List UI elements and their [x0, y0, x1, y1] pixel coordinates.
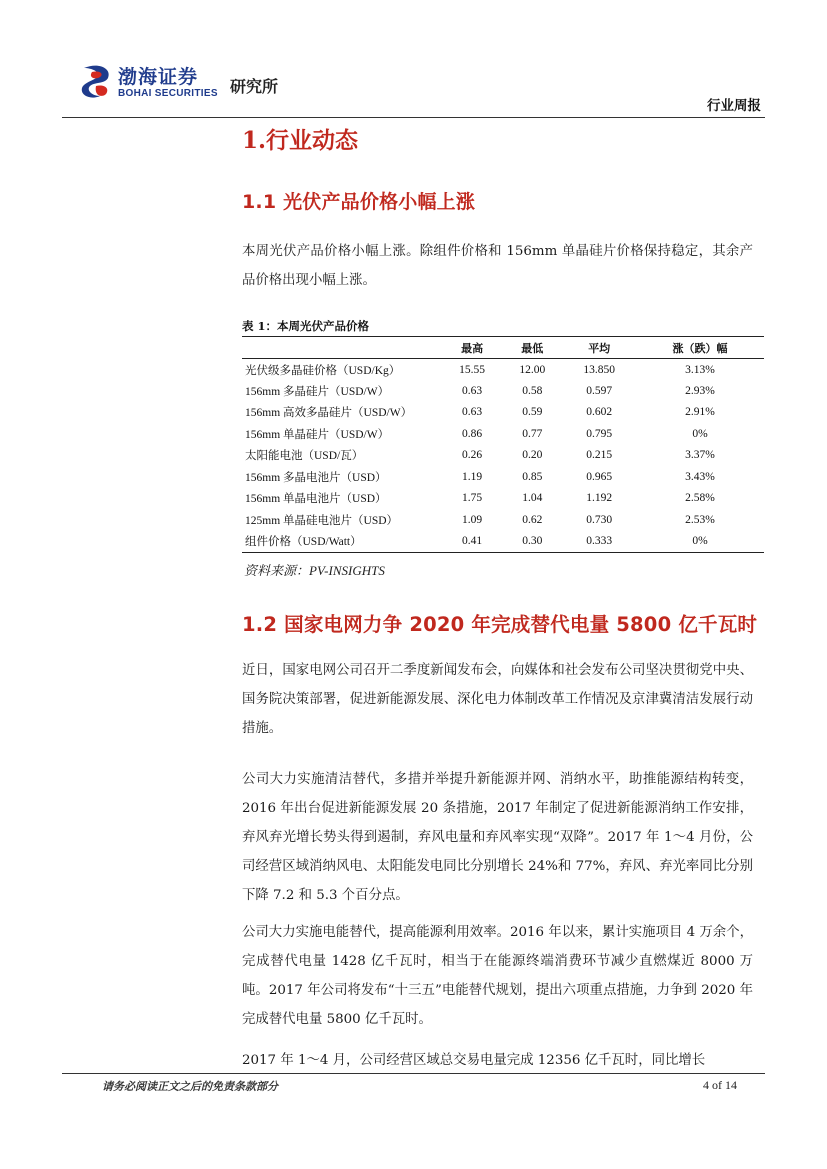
table-cell: 0.63	[462, 384, 483, 397]
table-cell: 0.30	[522, 535, 543, 547]
paragraph-price-summary: 本周光伏产品价格小幅上涨。除组件价格和 156mm 单晶硅片价格保持稳定，其余产品价格出现小幅上涨。	[242, 244, 753, 288]
paragraph-electric-replacement: 公司大力实施电能替代，提高能源利用效率。2016 年以来，累计实施项目 4 万余个，完成替代电量 1428 亿千瓦时，相当于在能源终端消费环节减少直燃煤近 8000 万吨。2017 年公司将发布“十三五”电能替代规划，提出六项重点措施，力争到 2020 年完成替代电量 5800 亿千瓦时。	[242, 925, 753, 1027]
page-number: 4 of 14	[703, 1078, 737, 1092]
table-cell: 2.93%	[685, 384, 715, 397]
paragraph-clean-replacement: 公司大力实施清洁替代，多措并举提升新能源并网、消纳水平，助推能源结构转变，2016 年出台促进新能源发展 20 条措施，2017 年制定了促进新能源消纳工作安排，弃风弃光增长势头得到遏制，弃风电量和弃风率实现“双降”。2017 年 1～4 月份，公司经营区域消纳风电、太阳能发电同比分别增长 24%和 77%，弃风、弃光率同比分别下降 7.2 和 5.3 个百分点。	[242, 772, 753, 903]
table-cell: 0.965	[586, 470, 613, 483]
table-cell: 15.55	[459, 363, 486, 376]
table-header-row	[242, 337, 764, 359]
section-heading-1-1: 1.1 光伏产品价格小幅上涨	[242, 191, 476, 213]
table-cell: 2.53%	[685, 513, 715, 526]
table-row	[242, 466, 764, 488]
table-cell: 0.85	[522, 470, 543, 483]
table-cell: 1.19	[462, 470, 483, 483]
table-cell: 12.00	[519, 363, 546, 376]
table-cell: 13.850	[583, 363, 615, 376]
table-cell: 3.43%	[685, 470, 715, 483]
table-cell: 1.192	[586, 492, 613, 505]
table-cell: 组件价格（USD/Watt）	[245, 536, 362, 548]
table-row	[242, 359, 764, 381]
table-cell: 0%	[692, 427, 708, 440]
table-cell: 光伏级多晶硅价格（USD/Kg）	[245, 364, 401, 377]
table-source: 资料来源：PV-INSIGHTS	[244, 563, 385, 578]
table-cell: 3.13%	[685, 363, 715, 376]
table-cell: 0.86	[462, 427, 483, 440]
section-heading-1: 1.行业动态	[242, 127, 359, 154]
table-row	[242, 380, 764, 402]
institute-label: 研究所	[230, 77, 279, 96]
table-cell: 0.58	[522, 384, 543, 397]
table-cell: 0.215	[586, 449, 613, 462]
table-cell: 太阳能电池（USD/瓦）	[245, 450, 364, 463]
table-cell: 0.62	[522, 513, 543, 526]
table-cell: 1.04	[522, 492, 543, 505]
price-table	[242, 336, 764, 553]
table-cell: 0.20	[522, 449, 543, 462]
table-header-cell: 平均	[588, 341, 611, 355]
bohai-logo-icon	[78, 62, 114, 102]
table-row	[242, 488, 764, 510]
paragraph-trading-volume: 2017 年 1～4 月，公司经营区域总交易电量完成 12356 亿千瓦时，同比增长	[242, 1053, 706, 1068]
table-cell: 0.77	[522, 427, 543, 440]
disclaimer-note: 请务必阅读正文之后的免责条款部分	[102, 1080, 278, 1093]
footer-divider	[62, 1073, 765, 1074]
header-divider	[62, 117, 765, 118]
table-cell: 0.41	[462, 535, 483, 547]
table-cell: 156mm 单晶硅片（USD/W）	[245, 428, 390, 441]
table-cell: 0.602	[586, 406, 613, 419]
table-cell: 0.59	[522, 406, 543, 419]
logo-chinese-name: 渤海证券	[118, 66, 199, 88]
table-row	[242, 423, 764, 445]
table-cell: 0.730	[586, 513, 613, 526]
table-cell: 156mm 单晶电池片（USD）	[245, 493, 387, 506]
table-cell: 0.597	[586, 384, 613, 397]
table-header-cell: 最低	[521, 341, 544, 355]
section-heading-1-2: 1.2 国家电网力争 2020 年完成替代电量 5800 亿千瓦时	[242, 613, 758, 636]
table-row	[242, 445, 764, 467]
table-cell: 1.75	[462, 492, 483, 505]
table-header-cell: 涨（跌）幅	[672, 341, 728, 355]
table-cell: 0.795	[586, 427, 613, 440]
table-cell: 3.37%	[685, 449, 715, 462]
table-cell: 2.58%	[685, 492, 715, 505]
table-row	[242, 531, 764, 553]
report-type-label: 行业周报	[707, 98, 761, 114]
table-cell: 156mm 多晶电池片（USD）	[245, 471, 387, 484]
table-cell: 0.333	[586, 535, 613, 547]
table-header-cell	[242, 337, 442, 359]
table-cell: 1.09	[462, 513, 483, 526]
table-cell: 156mm 高效多晶硅片（USD/W）	[245, 407, 413, 420]
table-cell: 0.26	[462, 449, 483, 462]
table-cell: 125mm 单晶硅电池片（USD）	[245, 514, 399, 527]
paragraph-press-conference: 近日，国家电网公司召开二季度新闻发布会，向媒体和社会发布公司坚决贯彻党中央、国务院决策部署，促进新能源发展、深化电力体制改革工作情况及京津冀清洁发展行动措施。	[242, 663, 753, 736]
table-cell: 0%	[692, 535, 708, 547]
table-row	[242, 509, 764, 531]
table-cell: 2.91%	[685, 406, 715, 419]
page-header	[78, 58, 763, 116]
table-title: 表 1：本周光伏产品价格	[242, 319, 370, 333]
table-header-cell: 最高	[461, 341, 484, 355]
logo-english-name: BOHAI SECURITIES	[118, 88, 218, 99]
table-cell: 156mm 多晶硅片（USD/W）	[245, 385, 390, 398]
table-cell: 0.63	[462, 406, 483, 419]
table-row	[242, 402, 764, 424]
